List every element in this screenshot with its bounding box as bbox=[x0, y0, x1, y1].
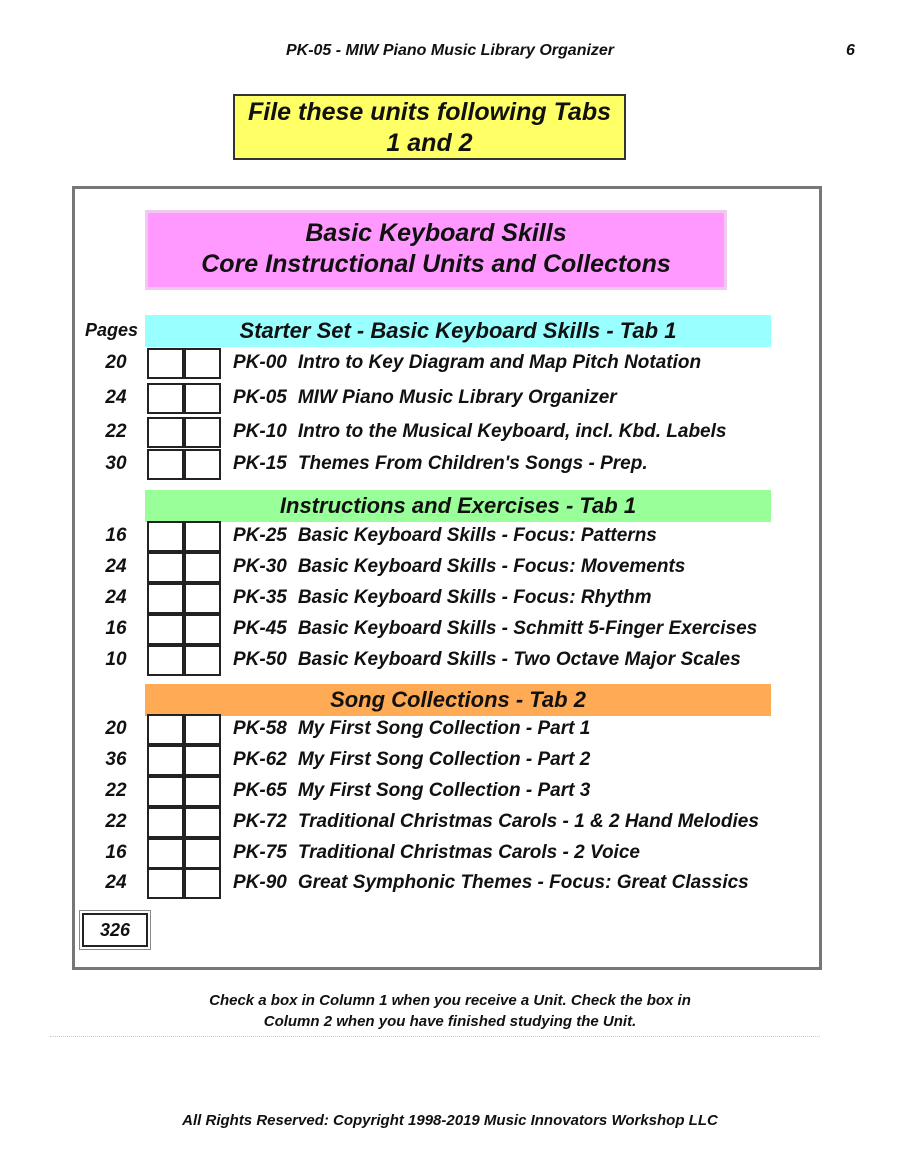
unit-page-count: 24 bbox=[105, 387, 127, 408]
dotted-divider bbox=[50, 1036, 820, 1037]
received-checkbox[interactable] bbox=[147, 745, 184, 776]
copyright-notice: All Rights Reserved: Copyright 1998-2019 Music Innovators Workshop LLC bbox=[182, 1112, 718, 1129]
unit-row bbox=[0, 776, 900, 807]
unit-page-count: 16 bbox=[105, 525, 127, 546]
unit-code: PK-25 bbox=[233, 525, 287, 546]
unit-row bbox=[0, 521, 900, 552]
received-checkbox[interactable] bbox=[147, 714, 184, 745]
unit-label bbox=[233, 587, 652, 609]
unit-page-count: 20 bbox=[105, 718, 127, 739]
unit-page-count: 24 bbox=[105, 587, 127, 608]
unit-code: PK-72 bbox=[233, 811, 287, 832]
unit-label bbox=[233, 649, 741, 671]
finished-checkbox[interactable] bbox=[184, 552, 221, 583]
unit-row bbox=[0, 838, 900, 869]
unit-label bbox=[233, 718, 590, 740]
unit-code: PK-45 bbox=[233, 618, 287, 639]
filing-notice-line1: File these units following Tabs bbox=[248, 98, 611, 126]
unit-page-count: 24 bbox=[105, 872, 127, 893]
finished-checkbox[interactable] bbox=[184, 417, 221, 448]
unit-page-count: 22 bbox=[105, 421, 127, 442]
unit-title: MIW Piano Music Library Organizer bbox=[297, 387, 617, 408]
footnote-line2: Column 2 when you have finished studying the Unit. bbox=[263, 1013, 637, 1030]
received-checkbox[interactable] bbox=[147, 383, 184, 414]
received-checkbox[interactable] bbox=[147, 449, 184, 480]
total-pages-box: 326 bbox=[82, 913, 148, 947]
unit-title: Traditional Christmas Carols - 2 Voice bbox=[297, 842, 640, 863]
unit-row bbox=[0, 348, 900, 379]
section-header-starter: Starter Set - Basic Keyboard Skills - Tab 1 bbox=[145, 315, 771, 347]
unit-row bbox=[0, 745, 900, 776]
finished-checkbox[interactable] bbox=[184, 383, 221, 414]
received-checkbox[interactable] bbox=[147, 583, 184, 614]
unit-title: Traditional Christmas Carols - 1 & 2 Hand Melodies bbox=[297, 811, 759, 832]
finished-checkbox[interactable] bbox=[184, 348, 221, 379]
finished-checkbox[interactable] bbox=[184, 838, 221, 869]
received-checkbox[interactable] bbox=[147, 807, 184, 838]
unit-label bbox=[233, 872, 749, 894]
instructions-footnote bbox=[0, 990, 900, 1032]
unit-code: PK-50 bbox=[233, 649, 287, 670]
received-checkbox[interactable] bbox=[147, 552, 184, 583]
unit-code: PK-58 bbox=[233, 718, 287, 739]
finished-checkbox[interactable] bbox=[184, 745, 221, 776]
received-checkbox[interactable] bbox=[147, 645, 184, 676]
unit-page-count: 22 bbox=[105, 811, 127, 832]
unit-label bbox=[233, 525, 657, 547]
unit-title: Themes From Children's Songs - Prep. bbox=[297, 453, 648, 474]
received-checkbox[interactable] bbox=[147, 776, 184, 807]
unit-label bbox=[233, 618, 757, 640]
finished-checkbox[interactable] bbox=[184, 868, 221, 899]
unit-page-count: 36 bbox=[105, 749, 127, 770]
unit-code: PK-90 bbox=[233, 872, 287, 893]
unit-page-count: 20 bbox=[105, 352, 127, 373]
unit-row bbox=[0, 417, 900, 448]
unit-label bbox=[233, 453, 648, 475]
unit-row bbox=[0, 583, 900, 614]
unit-label bbox=[233, 811, 759, 833]
unit-label bbox=[233, 556, 685, 578]
unit-label bbox=[233, 749, 590, 771]
page-number: 6 bbox=[846, 42, 855, 59]
unit-code: PK-62 bbox=[233, 749, 287, 770]
finished-checkbox[interactable] bbox=[184, 521, 221, 552]
unit-code: PK-75 bbox=[233, 842, 287, 863]
finished-checkbox[interactable] bbox=[184, 776, 221, 807]
received-checkbox[interactable] bbox=[147, 614, 184, 645]
footnote-line1: Check a box in Column 1 when you receive a Unit. Check the box in bbox=[209, 992, 691, 1009]
unit-page-count: 16 bbox=[105, 618, 127, 639]
page-header-title: PK-05 - MIW Piano Music Library Organizer bbox=[285, 42, 615, 59]
unit-title: Basic Keyboard Skills - Focus: Rhythm bbox=[297, 587, 652, 608]
unit-title: My First Song Collection - Part 1 bbox=[297, 718, 591, 739]
unit-title: Basic Keyboard Skills - Two Octave Major Scales bbox=[297, 649, 741, 670]
unit-code: PK-65 bbox=[233, 780, 287, 801]
finished-checkbox[interactable] bbox=[184, 807, 221, 838]
unit-label bbox=[233, 352, 701, 374]
received-checkbox[interactable] bbox=[147, 838, 184, 869]
finished-checkbox[interactable] bbox=[184, 645, 221, 676]
unit-code: PK-00 bbox=[233, 352, 287, 373]
unit-row bbox=[0, 614, 900, 645]
filing-notice-line2: 1 and 2 bbox=[386, 129, 473, 157]
unit-title: Basic Keyboard Skills - Focus: Movements bbox=[297, 556, 686, 577]
unit-row bbox=[0, 383, 900, 414]
unit-title: Basic Keyboard Skills - Schmitt 5-Finger Exercises bbox=[297, 618, 758, 639]
unit-title: My First Song Collection - Part 3 bbox=[297, 780, 591, 801]
unit-code: PK-15 bbox=[233, 453, 287, 474]
unit-code: PK-30 bbox=[233, 556, 287, 577]
unit-label bbox=[233, 421, 726, 443]
received-checkbox[interactable] bbox=[147, 868, 184, 899]
unit-title: My First Song Collection - Part 2 bbox=[297, 749, 591, 770]
unit-title: Intro to the Musical Keyboard, incl. Kbd. Labels bbox=[297, 421, 727, 442]
unit-title: Intro to Key Diagram and Map Pitch Notation bbox=[297, 352, 702, 373]
main-title-line2: Core Instructional Units and Collectons bbox=[201, 250, 671, 278]
unit-page-count: 30 bbox=[105, 453, 127, 474]
pages-column-label: Pages bbox=[85, 320, 139, 340]
unit-label bbox=[233, 387, 617, 409]
unit-page-count: 10 bbox=[105, 649, 127, 670]
section-header-instructions: Instructions and Exercises - Tab 1 bbox=[145, 490, 771, 522]
received-checkbox[interactable] bbox=[147, 521, 184, 552]
unit-row bbox=[0, 868, 900, 899]
unit-code: PK-05 bbox=[233, 387, 287, 408]
unit-title: Basic Keyboard Skills - Focus: Patterns bbox=[297, 525, 657, 546]
unit-page-count: 24 bbox=[105, 556, 127, 577]
unit-row bbox=[0, 552, 900, 583]
finished-checkbox[interactable] bbox=[184, 449, 221, 480]
finished-checkbox[interactable] bbox=[184, 614, 221, 645]
unit-label bbox=[233, 842, 640, 864]
unit-code: PK-35 bbox=[233, 587, 287, 608]
filing-notice bbox=[233, 94, 626, 160]
main-title-line1: Basic Keyboard Skills bbox=[305, 219, 567, 247]
received-checkbox[interactable] bbox=[147, 348, 184, 379]
received-checkbox[interactable] bbox=[147, 417, 184, 448]
unit-title: Great Symphonic Themes - Focus: Great Classics bbox=[297, 872, 749, 893]
unit-row bbox=[0, 449, 900, 480]
unit-page-count: 16 bbox=[105, 842, 127, 863]
unit-label bbox=[233, 780, 590, 802]
main-title-banner bbox=[145, 210, 727, 290]
unit-code: PK-10 bbox=[233, 421, 287, 442]
unit-row bbox=[0, 807, 900, 838]
unit-row bbox=[0, 714, 900, 745]
unit-page-count: 22 bbox=[105, 780, 127, 801]
section-header-songs: Song Collections - Tab 2 bbox=[145, 684, 771, 716]
finished-checkbox[interactable] bbox=[184, 714, 221, 745]
finished-checkbox[interactable] bbox=[184, 583, 221, 614]
unit-row bbox=[0, 645, 900, 676]
